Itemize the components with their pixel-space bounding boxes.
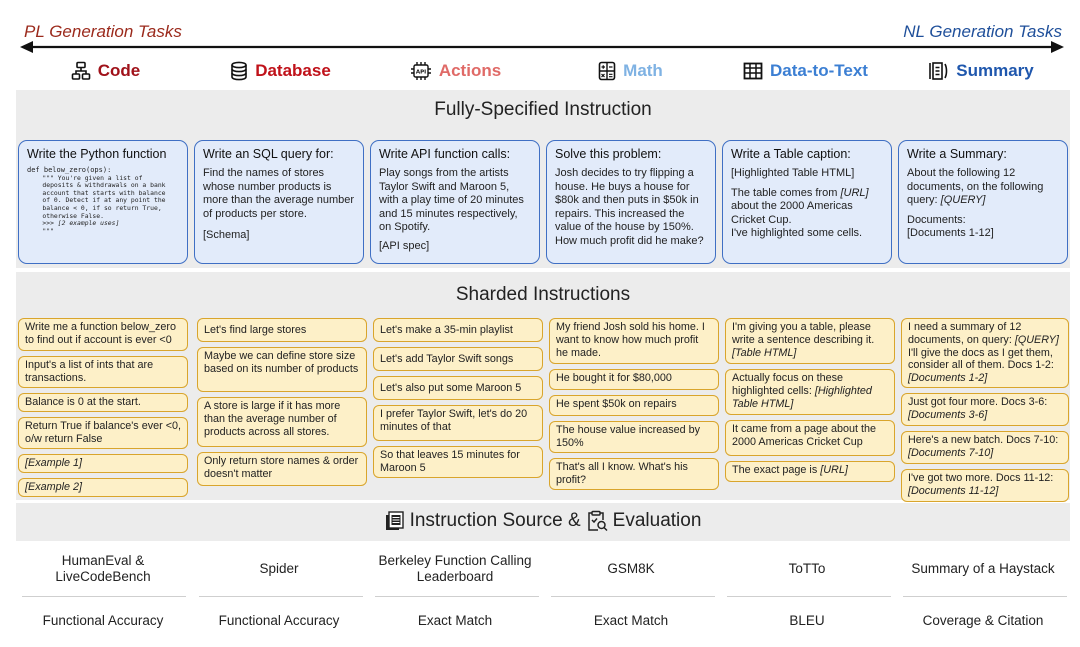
metric-cell: Functional Accuracy	[218, 613, 340, 628]
category-label: Summary	[956, 61, 1034, 80]
spec-text: About the following 12 documents, on the following query:	[907, 167, 1044, 206]
category-actions	[368, 56, 543, 86]
table-html-tag: [Table HTML]	[732, 346, 797, 359]
spec-body: Play songs from the artists Taylor Swift and Maroon 5, with a play time of 20 minutes and 15 minutes respectively, on Spotify.	[379, 167, 524, 233]
url-tag: [URL]	[840, 186, 869, 199]
code-line: """ You're given a list of	[27, 173, 143, 182]
shard-text: I need a summary of 12 documents, on query:	[908, 321, 1022, 346]
api-spec-tag: [API spec]	[379, 239, 430, 252]
shard-item	[901, 318, 1069, 388]
shard-item	[725, 461, 895, 482]
spec-box-database	[194, 140, 364, 264]
code-line: def below_zero(ops):	[27, 166, 112, 174]
shard-item: Let's make a 35-min playlist	[373, 318, 543, 342]
divider	[22, 596, 186, 597]
spec-head: Write a Summary:	[907, 147, 1007, 161]
spec-box-code	[18, 140, 188, 264]
source-cell: Spider	[259, 561, 299, 576]
code-line: account that starts with balance	[27, 188, 166, 197]
highlighted-table-tag: [Highlighted Table HTML]	[732, 384, 872, 410]
spec-box-actions	[370, 140, 540, 264]
spec-body: I've highlighted some cells.	[731, 227, 863, 239]
shard-item	[901, 431, 1069, 464]
spec-box-data-to-text	[722, 140, 892, 264]
spec-body	[907, 167, 1059, 208]
category-database	[193, 56, 368, 86]
spec-body: Find the names of stores whose number products is more than the average number of products per store.	[203, 167, 355, 220]
source-cell: HumanEval & LiveCodeBench	[55, 553, 151, 584]
sharded-title: Sharded Instructions	[455, 284, 631, 305]
category-label: Actions	[438, 61, 502, 80]
shard-item: Input's a list of ints that are transactions.	[18, 356, 188, 388]
shard-item: Maybe we can define store size based on its number of products	[197, 347, 367, 392]
table-icon	[743, 62, 763, 80]
shard-item	[725, 318, 895, 364]
documents-tag: [Documents 1-12]	[907, 227, 994, 239]
source-cell: Berkeley Function Calling Leaderboard	[378, 553, 532, 584]
spec-head: Write API function calls:	[379, 147, 511, 161]
shard-text: I'm giving you a table, please write a sentence describing it.	[732, 321, 875, 346]
clipboard-check-icon	[586, 510, 608, 532]
source-cell: ToTTo	[788, 561, 826, 576]
shard-column-database	[197, 318, 367, 486]
flowchart-icon	[71, 61, 91, 81]
shard-item: The house value increased by 150%	[549, 421, 719, 453]
code-line: """	[27, 226, 54, 235]
spec-text: The table comes from	[731, 186, 841, 199]
divider	[199, 596, 363, 597]
code-line: otherwise False.	[27, 211, 104, 220]
shard-item	[901, 469, 1069, 502]
source-cell: Summary of a Haystack	[911, 561, 1055, 576]
shard-text: Here's a new batch. Docs 7-10:	[908, 434, 1059, 446]
document-summary-icon	[927, 61, 949, 81]
shard-item: Let's find large stores	[197, 318, 367, 342]
schema-tag: [Schema]	[203, 229, 250, 241]
shard-column-actions	[373, 318, 543, 478]
shard-item: My friend Josh sold his home. I want to know how much profit he made.	[549, 318, 719, 364]
shard-item: He spent $50k on repairs	[549, 395, 719, 416]
divider	[727, 596, 891, 597]
shard-column-summary	[901, 318, 1069, 502]
shard-text: I've got two more. Docs 11-12:	[908, 472, 1054, 484]
shard-item: Write me a function below_zero to find out if account is ever <0	[18, 318, 188, 351]
shard-item: I prefer Taylor Swift, let's do 20 minutes of that	[373, 405, 543, 441]
shard-item: That's all I know. What's his profit?	[549, 458, 719, 490]
shard-column-data-to-text	[725, 318, 895, 482]
documents-tag: [Documents 7-10]	[908, 446, 994, 459]
documents-tag: [Documents 3-6]	[908, 408, 988, 421]
divider	[375, 596, 539, 597]
shard-text: Just got four more. Docs 3-6:	[908, 396, 1048, 408]
svg-text:API: API	[415, 69, 426, 76]
shard-text: I'll give the docs as I get them, consider all of them. Docs 1-2:	[908, 346, 1054, 372]
highlighted-table-tag: [Highlighted Table HTML]	[731, 167, 855, 179]
spec-box-summary	[898, 140, 1068, 264]
category-code	[18, 56, 193, 86]
shard-column-math	[549, 318, 719, 490]
evaluation-metric-row	[18, 600, 1068, 642]
metric-cell: Coverage & Citation	[922, 613, 1044, 628]
shard-text: Actually focus on these highlighted cells:	[732, 372, 844, 397]
category-label: Math	[623, 61, 663, 80]
shard-item: A store is large if it has more than the average number of products across all stores.	[197, 397, 367, 447]
fully-specified-title: Fully-Specified Instruction	[434, 99, 652, 120]
spec-head: Write the Python function	[27, 147, 167, 161]
shard-text: The exact page is	[732, 464, 821, 476]
divider	[551, 596, 715, 597]
spec-body: Josh decides to try flipping a house. He buys a house for $80k and then puts in $50k in repairs. This increased the value of the house by 150%. How much profit did he make?	[555, 167, 704, 247]
metric-cell: Exact Match	[417, 613, 493, 628]
spec-box-math	[546, 140, 716, 264]
category-row	[18, 56, 1068, 86]
double-headed-arrow	[20, 40, 1064, 54]
category-label: Data-to-Text	[770, 61, 868, 80]
spec-head: Write an SQL query for:	[203, 147, 334, 161]
docs-label: Documents:	[907, 213, 966, 226]
source-cell: GSM8K	[607, 561, 655, 576]
shard-item: Let's add Taylor Swift songs	[373, 347, 543, 371]
shard-item	[901, 393, 1069, 426]
category-label: Code	[97, 61, 141, 80]
query-tag: [QUERY]	[1014, 333, 1059, 346]
fully-specified-row	[18, 140, 1068, 264]
divider	[903, 596, 1067, 597]
code-line: of 0. Detect if at any point the	[27, 196, 166, 205]
shard-item: Balance is 0 at the start.	[18, 393, 188, 412]
nl-generation-label: NL Generation Tasks	[903, 22, 1062, 41]
spec-body	[731, 187, 883, 228]
category-math	[543, 56, 718, 86]
spec-head: Write a Table caption:	[731, 147, 851, 161]
code-line: deposits & withdrawals on a bank	[27, 181, 166, 190]
category-summary	[893, 56, 1068, 86]
calculator-icon	[598, 61, 616, 81]
shard-column-code	[18, 318, 188, 497]
shard-item: Return True if balance's ever <0, o/w return False	[18, 417, 188, 449]
metric-cell: BLEU	[789, 613, 825, 628]
evaluation-title-text: Instruction Source &	[409, 510, 581, 531]
shard-item: It came from a page about the 2000 Americas Cricket Cup	[725, 420, 895, 456]
shard-item	[725, 369, 895, 415]
shard-item: Let's also put some Maroon 5	[373, 376, 543, 400]
code-line: >>> [2 example uses]	[27, 219, 120, 228]
evaluation-band	[16, 503, 1070, 541]
metric-cell: Functional Accuracy	[42, 613, 164, 628]
category-data-to-text	[718, 56, 893, 86]
documents-tag: [Documents 11-12]	[908, 484, 999, 497]
shard-item: [Example 1]	[18, 454, 188, 473]
spec-text: about the 2000 Americas Cricket Cup.	[731, 200, 853, 226]
pl-generation-label: PL Generation Tasks	[24, 22, 182, 41]
shard-item: [Example 2]	[18, 478, 188, 497]
metric-cell: Exact Match	[593, 613, 669, 628]
database-icon	[230, 61, 248, 81]
shard-item: Only return store names & order doesn't matter	[197, 452, 367, 486]
api-chip-icon	[410, 61, 432, 81]
instruction-source-row	[18, 548, 1068, 590]
evaluation-title	[16, 510, 1070, 532]
url-tag: [URL]	[820, 464, 848, 476]
shard-item: He bought it for $80,000	[549, 369, 719, 390]
document-stack-icon	[385, 511, 405, 531]
query-tag: [QUERY]	[940, 194, 986, 206]
code-line: balance < 0, if so return True,	[27, 203, 162, 212]
documents-tag: [Documents 1-2]	[908, 372, 988, 385]
evaluation-title-text: Evaluation	[612, 510, 702, 531]
spec-head: Solve this problem:	[555, 147, 662, 161]
category-label: Database	[255, 61, 331, 80]
shard-item: So that leaves 15 minutes for Maroon 5	[373, 446, 543, 478]
